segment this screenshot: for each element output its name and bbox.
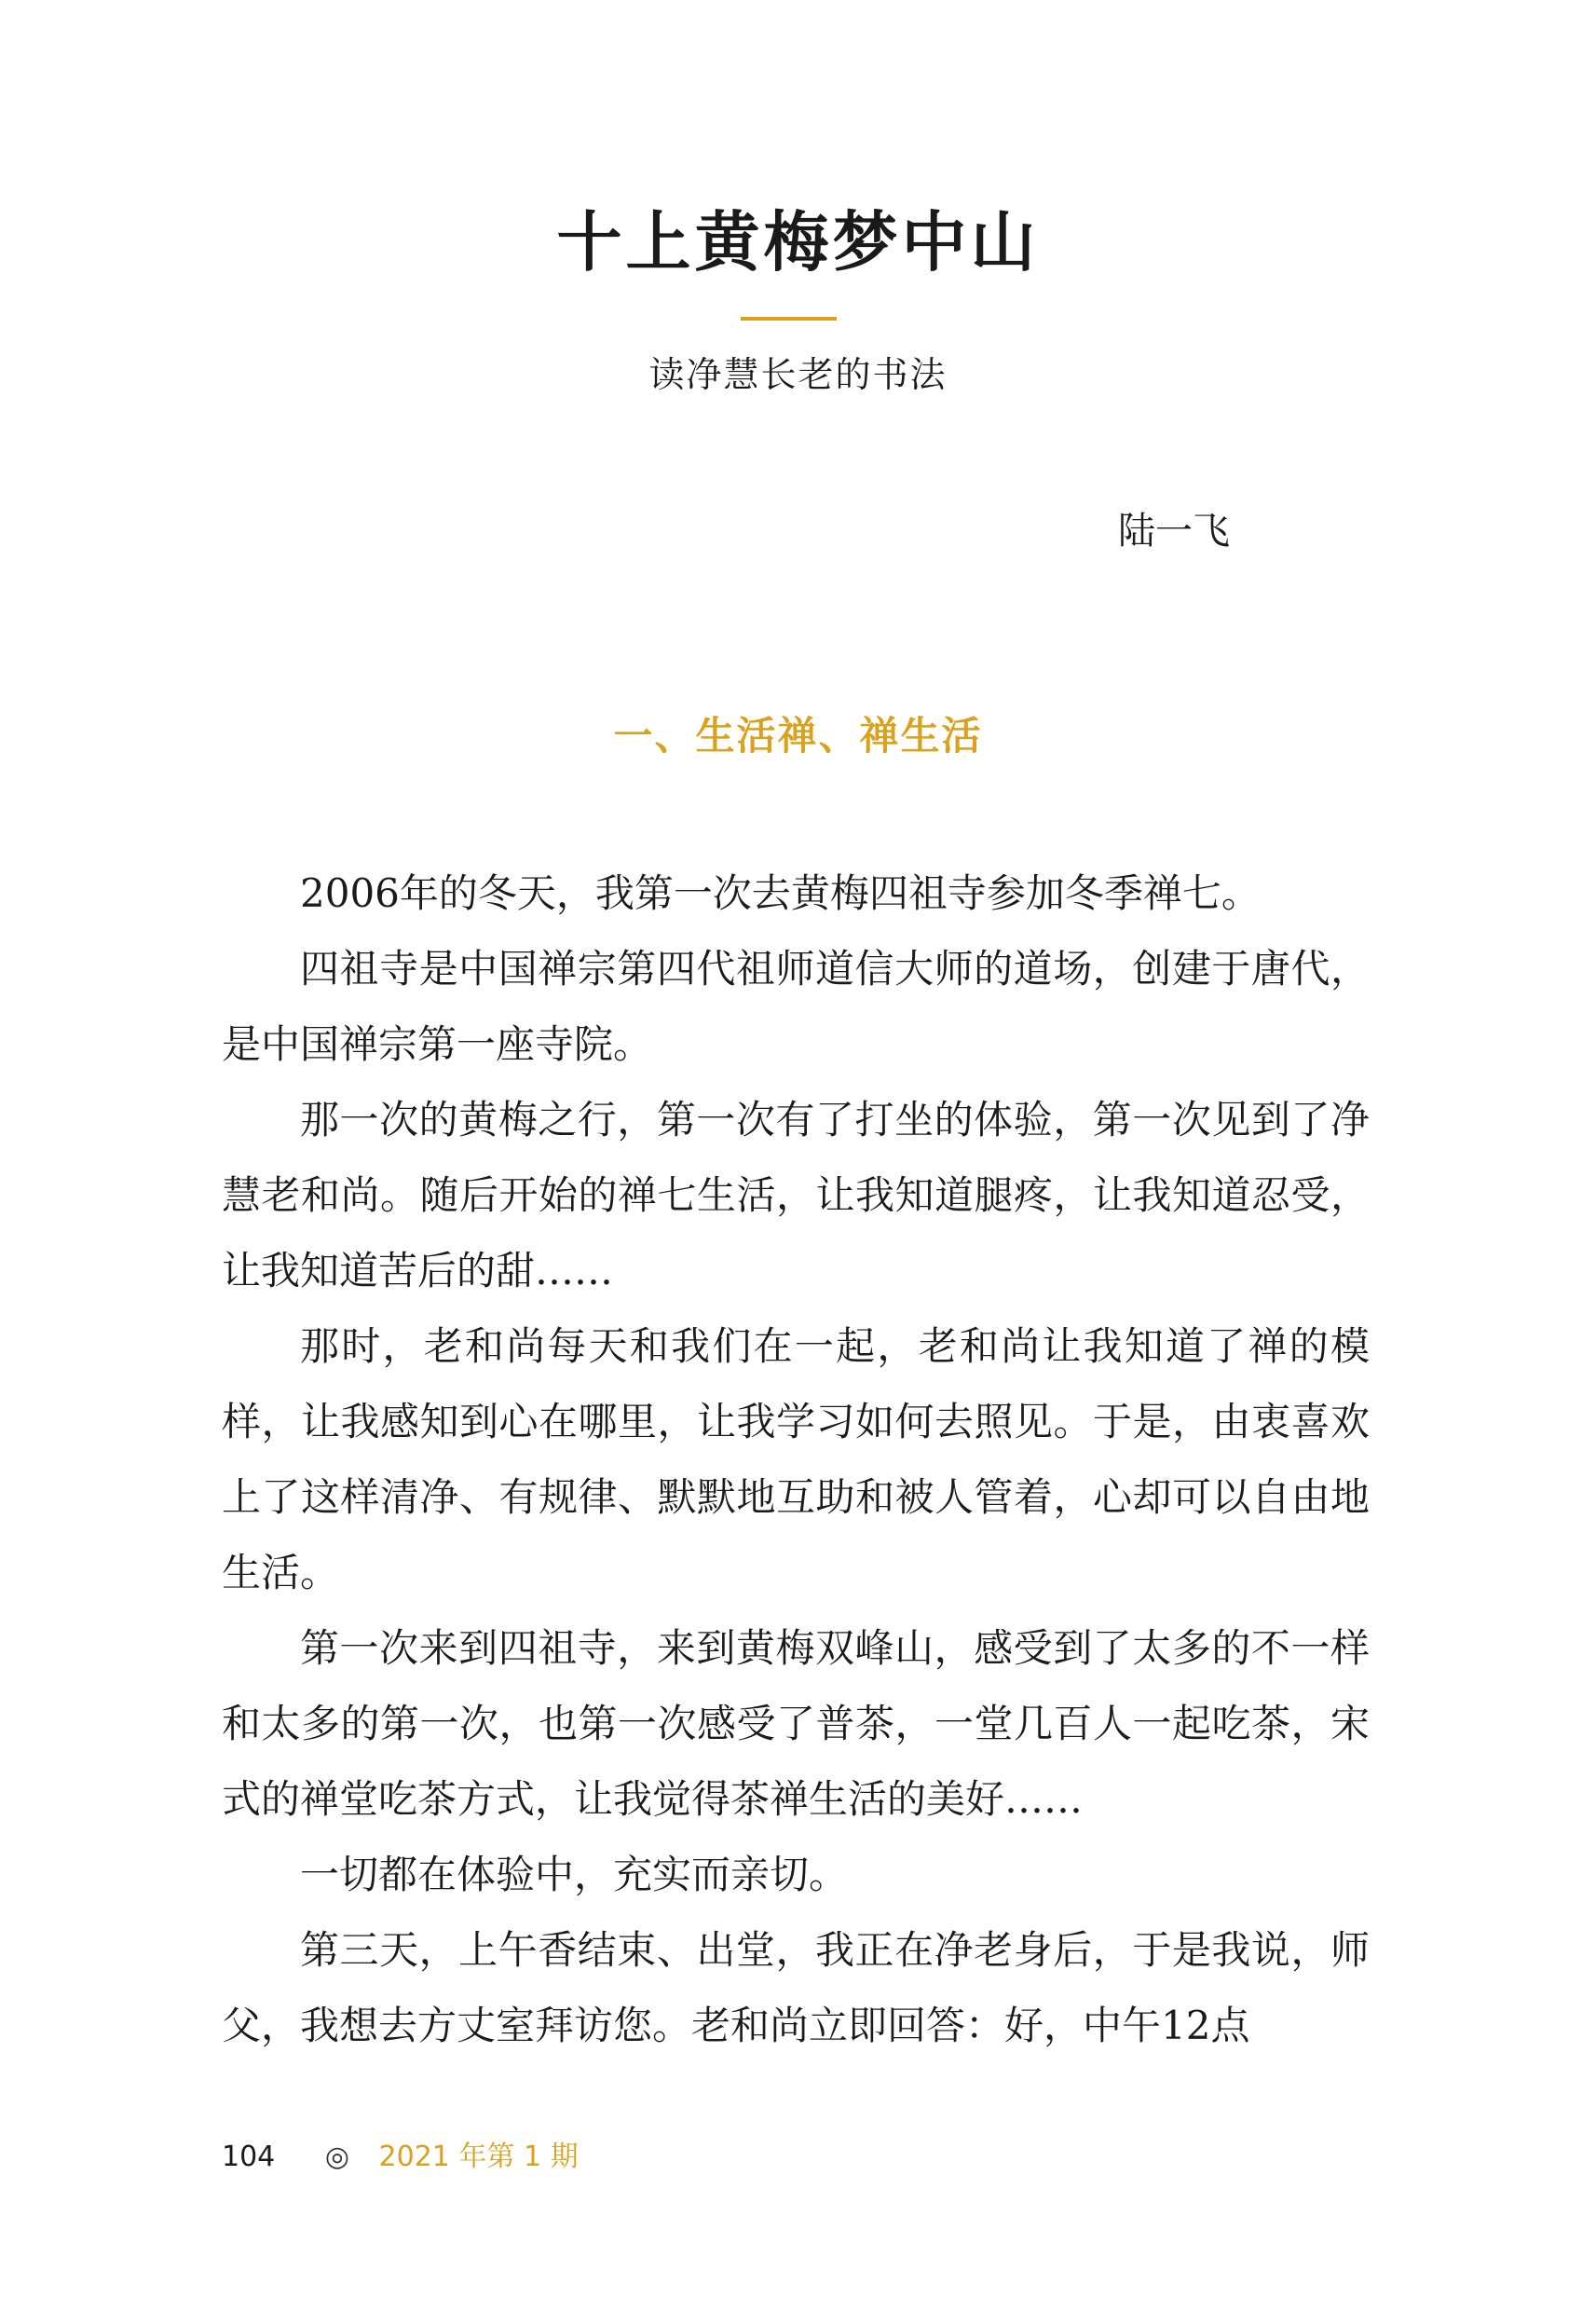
title-divider	[741, 317, 837, 321]
page-footer	[222, 2134, 579, 2181]
body-paragraph: 第三天，上午香结束、出堂，我正在净老身后，于是我说，师父，我想去方丈室拜访您。老和尚立即回答：好，中午12点	[222, 1927, 1370, 2048]
body-paragraph: 四祖寺是中国禅宗第四代祖师道信大师的道场，创建于唐代，是中国禅宗第一座寺院。	[222, 946, 1370, 1067]
body-paragraph: 第一次来到四祖寺，来到黄梅双峰山，感受到了太多的不一样和太多的第一次，也第一次感受了普茶，一堂几百人一起吃茶，宋式的禅堂吃茶方式，让我觉得茶禅生活的美好……	[222, 1625, 1370, 1822]
body-paragraph: 那时，老和尚每天和我们在一起，老和尚让我知道了禅的模样，让我感知到心在哪里，让我学习如何去照见。于是，由衷喜欢上了这样清净、有规律、默默地互助和被人管着，心却可以自由地生活。	[222, 1323, 1370, 1595]
body-paragraph: 一切都在体验中，充实而亲切。	[300, 1852, 849, 1897]
article-author: 陆一飞	[1118, 510, 1230, 553]
article-subtitle: 读净慧长老的书法	[648, 354, 948, 395]
body-paragraph: 那一次的黄梅之行，第一次有了打坐的体验，第一次见到了净慧老和尚。随后开始的禅七生活，让我知道腿疼，让我知道忍受，让我知道苦后的甜……	[222, 1097, 1370, 1293]
article-body	[222, 855, 1370, 2063]
article-title: 十上黄梅梦中山	[556, 203, 1040, 280]
issue-label: 2021 年第 1 期	[378, 2141, 579, 2173]
body-paragraph: 2006年的冬天，我第一次去黄梅四祖寺参加冬季禅七。	[300, 870, 1261, 916]
page-number: 104	[222, 2141, 276, 2173]
section-heading: 一、生活禅、禅生活	[613, 713, 983, 759]
circle-icon: ◎	[324, 2141, 349, 2173]
